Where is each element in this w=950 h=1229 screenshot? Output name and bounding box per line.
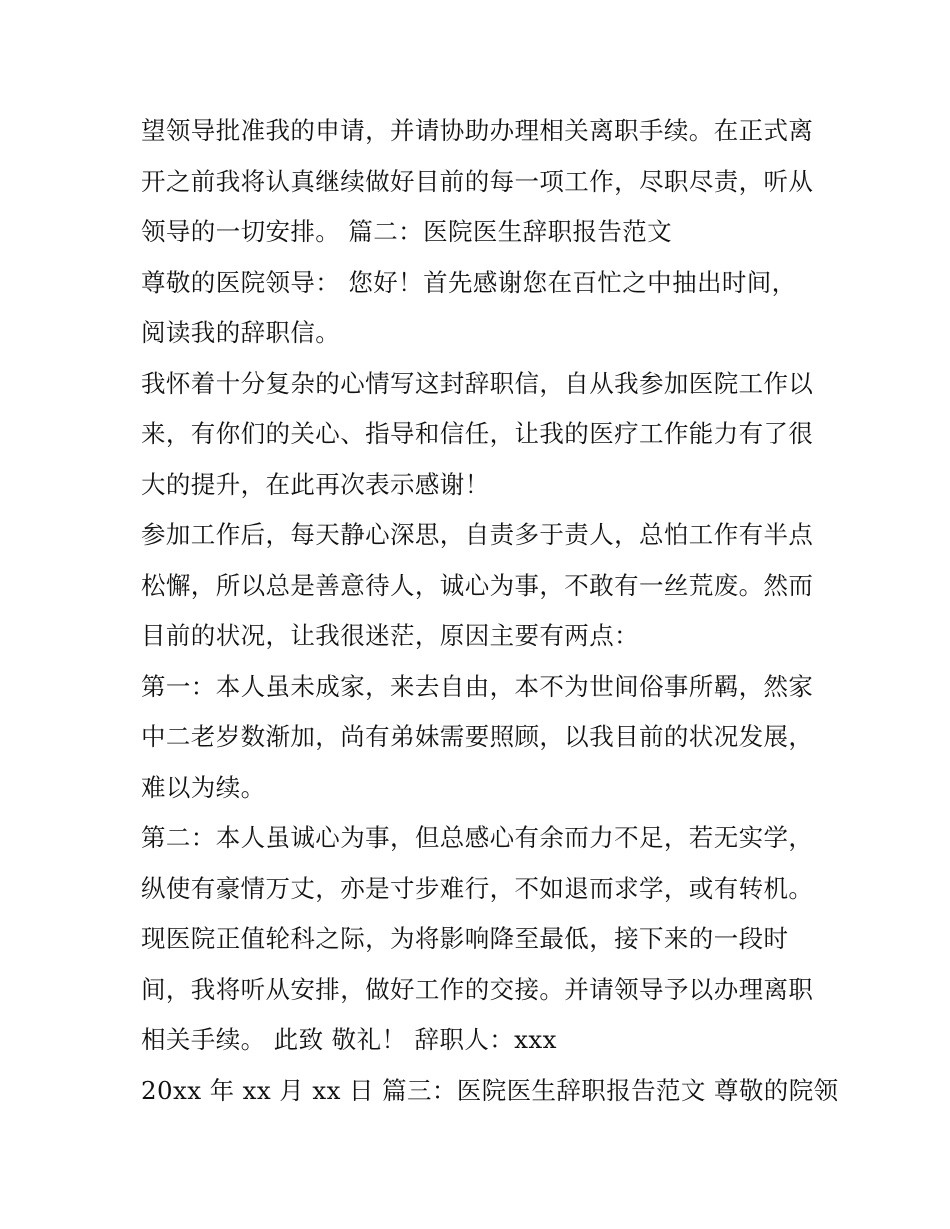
text-line: 间，我将听从安排，做好工作的交接。并请领导予以办理离职 <box>141 974 814 1004</box>
text-line: 中二老岁数渐加，尚有弟妹需要照顾，以我目前的状况发展， <box>141 722 814 751</box>
text-line: 尊敬的医院领导： 您好！首先感谢您在百忙之中抽出时间， <box>141 267 797 297</box>
text-line: 我怀着十分复杂的心情写这封辞职信，自从我参加医院工作以 <box>141 368 814 398</box>
text-line: 阅读我的辞职信。 <box>141 318 341 347</box>
text-line: 相关手续。 此致 敬礼！ 辞职人：xxx <box>141 1025 557 1054</box>
text-line: 难以为续。 <box>141 772 266 802</box>
text-line: 参加工作后，每天静心深思，自责多于责人，总怕工作有半点 <box>141 520 814 549</box>
text-line: 开之前我将认真继续做好目前的每一项工作，尽职尽责，听从 <box>141 166 814 196</box>
text-line: 第二：本人虽诚心为事，但总感心有余而力不足，若无实学， <box>141 823 814 852</box>
text-line: 松懈，所以总是善意待人，诚心为事，不敢有一丝荒废。然而 <box>141 570 814 600</box>
text-line: 领导的一切安排。 篇二：医院医生辞职报告范文 <box>141 217 673 246</box>
text-line: 大的提升，在此再次表示感谢！ <box>141 469 490 499</box>
text-line: 第一：本人虽未成家，来去自由，本不为世间俗事所羁，然家 <box>141 671 814 701</box>
text-line: 20xx 年 xx 月 xx 日 篇三：医院医生辞职报告范文 尊敬的院领 <box>141 1075 839 1105</box>
text-line: 纵使有豪情万丈，亦是寸步难行，不如退而求学，或有转机。 <box>141 873 814 903</box>
body-text <box>141 106 839 1116</box>
text-line: 目前的状况，让我很迷茫，原因主要有两点： <box>141 621 639 650</box>
text-line: 来，有你们的关心、指导和信任，让我的医疗工作能力有了很 <box>141 419 814 448</box>
text-line: 现医院正值轮科之际，为将影响降至最低，接下来的一段时 <box>141 924 789 953</box>
text-line: 望领导批准我的申请，并请协助办理相关离职手续。在正式离 <box>141 116 814 145</box>
